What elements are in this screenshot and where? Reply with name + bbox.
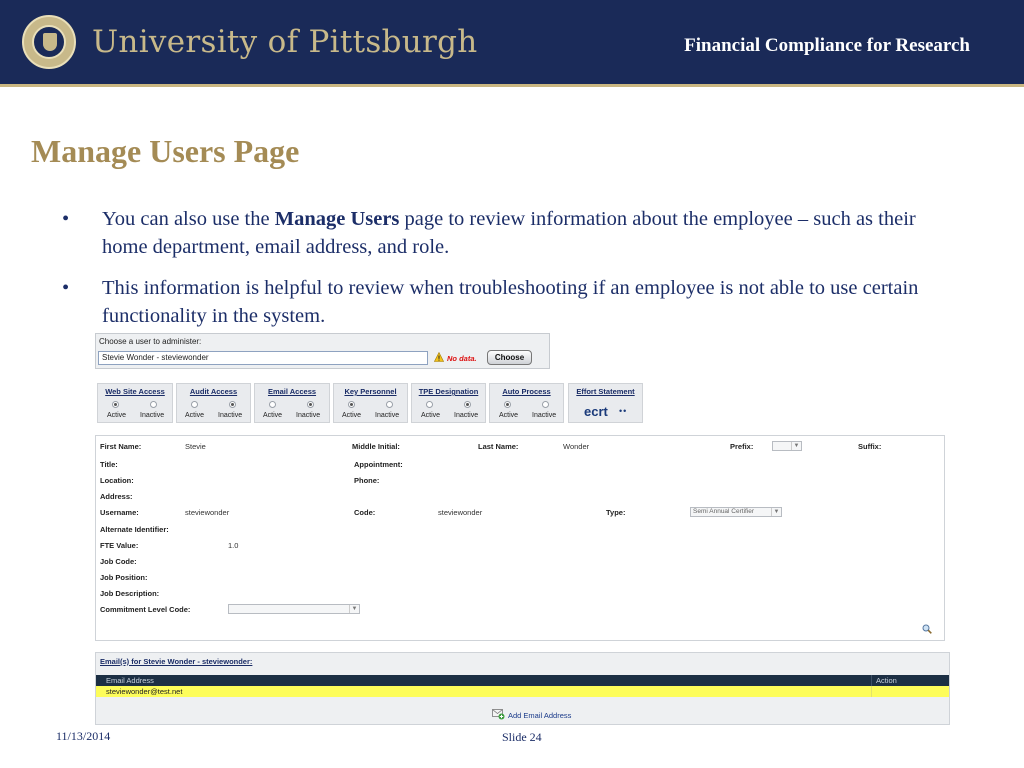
radio-label-active: Active — [342, 412, 362, 419]
radio-label-inactive: Inactive — [296, 412, 321, 419]
effort-statement-link[interactable]: Effort Statement — [576, 387, 635, 396]
email-table-header — [96, 675, 949, 686]
ecrt-logo[interactable]: ecrt — [584, 404, 608, 419]
radio-label-active: Active — [421, 412, 441, 419]
type-select-value: Semi Annual Certifier — [693, 508, 755, 515]
toggle-title[interactable]: Key Personnel — [344, 387, 397, 396]
job-description-label: Job Description: — [100, 589, 160, 598]
address-label: Address: — [100, 492, 133, 501]
radio-label-active: Active — [499, 412, 519, 419]
radio-inactive[interactable] — [150, 401, 157, 408]
commitment-level-select[interactable] — [228, 604, 360, 614]
radio-label-active: Active — [185, 412, 205, 419]
course-title: Financial Compliance for Research — [684, 35, 970, 56]
toggle-title[interactable]: Auto Process — [502, 387, 551, 396]
phone-label: Phone: — [354, 476, 380, 485]
slide-title: Manage Users Page — [31, 133, 300, 169]
no-data-message: No data. — [447, 354, 477, 363]
column-action: Action — [876, 676, 897, 685]
radio-active[interactable] — [112, 401, 119, 408]
ecrt-logo-dots-icon: •• — [619, 406, 628, 416]
first-name-value: Stevie — [185, 442, 206, 451]
footer-date: 11/13/2014 — [56, 729, 111, 743]
radio-label-active: Active — [107, 412, 127, 419]
magnifier-icon[interactable] — [922, 624, 932, 634]
add-email-link[interactable]: Add Email Address — [508, 711, 572, 720]
chevron-down-icon: ▼ — [791, 442, 801, 450]
toggle-title[interactable]: TPE Designation — [418, 387, 479, 396]
bullet1-pre: You can also use the — [102, 208, 275, 230]
bullet-item: • This information is helpful to review when troubleshooting if an employee is not able to use certain functionality in the system. — [62, 274, 942, 330]
footer-slide-number: Slide 24 — [502, 730, 542, 744]
toggle-title[interactable]: Email Access — [267, 387, 317, 396]
username-value: steviewonder — [185, 508, 230, 517]
alternate-identifier-label: Alternate Identifier: — [100, 525, 169, 534]
fte-value: 1.0 — [228, 541, 239, 550]
add-email-icon[interactable] — [492, 708, 505, 720]
column-email-address: Email Address — [106, 676, 154, 685]
bullet1-bold: Manage Users — [274, 208, 400, 230]
radio-active[interactable] — [269, 401, 276, 408]
prefix-select[interactable] — [772, 441, 802, 451]
appointment-label: Appointment: — [354, 460, 403, 469]
radio-active[interactable] — [504, 401, 511, 408]
bullet1-post: page to review information about the employee – such as their home department, email address, and role. — [102, 208, 916, 258]
user-details-panel — [95, 435, 945, 641]
radio-inactive[interactable] — [464, 401, 471, 408]
chevron-down-icon: ▼ — [349, 605, 359, 613]
radio-label-inactive: Inactive — [140, 412, 165, 419]
chevron-down-icon: ▼ — [771, 508, 781, 516]
radio-inactive[interactable] — [542, 401, 549, 408]
bullet-item — [62, 205, 942, 261]
type-select[interactable] — [690, 507, 782, 517]
toggle-web-site-access — [97, 383, 173, 423]
last-name-label: Last Name: — [478, 442, 519, 451]
toggle-title[interactable]: Web Site Access — [105, 387, 165, 396]
last-name-value: Wonder — [563, 442, 590, 451]
toggle-email-access — [254, 383, 330, 423]
university-seal-icon — [22, 15, 76, 69]
slide-header — [0, 0, 1024, 87]
toggle-auto-process — [489, 383, 564, 423]
radio-inactive[interactable] — [229, 401, 236, 408]
choose-button[interactable]: Choose — [487, 350, 532, 365]
first-name-label: First Name: — [100, 442, 142, 451]
type-label: Type: — [606, 508, 626, 517]
title-label: Title: — [100, 460, 118, 469]
radio-label-inactive: Inactive — [218, 412, 243, 419]
middle-initial-label: Middle Initial: — [352, 442, 400, 451]
code-value: steviewonder — [438, 508, 483, 517]
radio-label-inactive: Inactive — [454, 412, 479, 419]
code-label: Code: — [354, 508, 376, 517]
job-code-label: Job Code: — [100, 557, 137, 566]
user-search-input[interactable]: Stevie Wonder - steviewonder — [98, 351, 428, 365]
radio-active[interactable] — [348, 401, 355, 408]
radio-active[interactable] — [426, 401, 433, 408]
email-panel — [95, 652, 950, 725]
table-row[interactable] — [96, 686, 949, 697]
email-cell: steviewonder@test.net — [106, 687, 183, 696]
toggle-audit-access — [176, 383, 251, 423]
fte-value-label: FTE Value: — [100, 541, 139, 550]
toggle-title[interactable]: Audit Access — [189, 387, 238, 396]
university-name: University of Pittsburgh — [92, 24, 478, 60]
suffix-label: Suffix: — [858, 442, 882, 451]
toggle-key-personnel — [333, 383, 408, 423]
location-label: Location: — [100, 476, 134, 485]
radio-active[interactable] — [191, 401, 198, 408]
email-panel-title: Email(s) for Stevie Wonder - steviewonder: — [100, 657, 253, 666]
effort-statement-panel — [568, 383, 643, 423]
commitment-level-label: Commitment Level Code: — [100, 605, 191, 614]
radio-inactive[interactable] — [386, 401, 393, 408]
radio-label-inactive: Inactive — [375, 412, 400, 419]
toggle-tpe-designation — [411, 383, 486, 423]
bullet-list — [62, 205, 942, 343]
chooser-label: Choose a user to administer: — [99, 337, 202, 346]
prefix-label: Prefix: — [730, 442, 754, 451]
username-label: Username: — [100, 508, 139, 517]
radio-inactive[interactable] — [307, 401, 314, 408]
radio-label-active: Active — [263, 412, 283, 419]
user-chooser-panel — [95, 333, 550, 369]
radio-label-inactive: Inactive — [532, 412, 557, 419]
warning-icon — [434, 352, 444, 362]
job-position-label: Job Position: — [100, 573, 148, 582]
